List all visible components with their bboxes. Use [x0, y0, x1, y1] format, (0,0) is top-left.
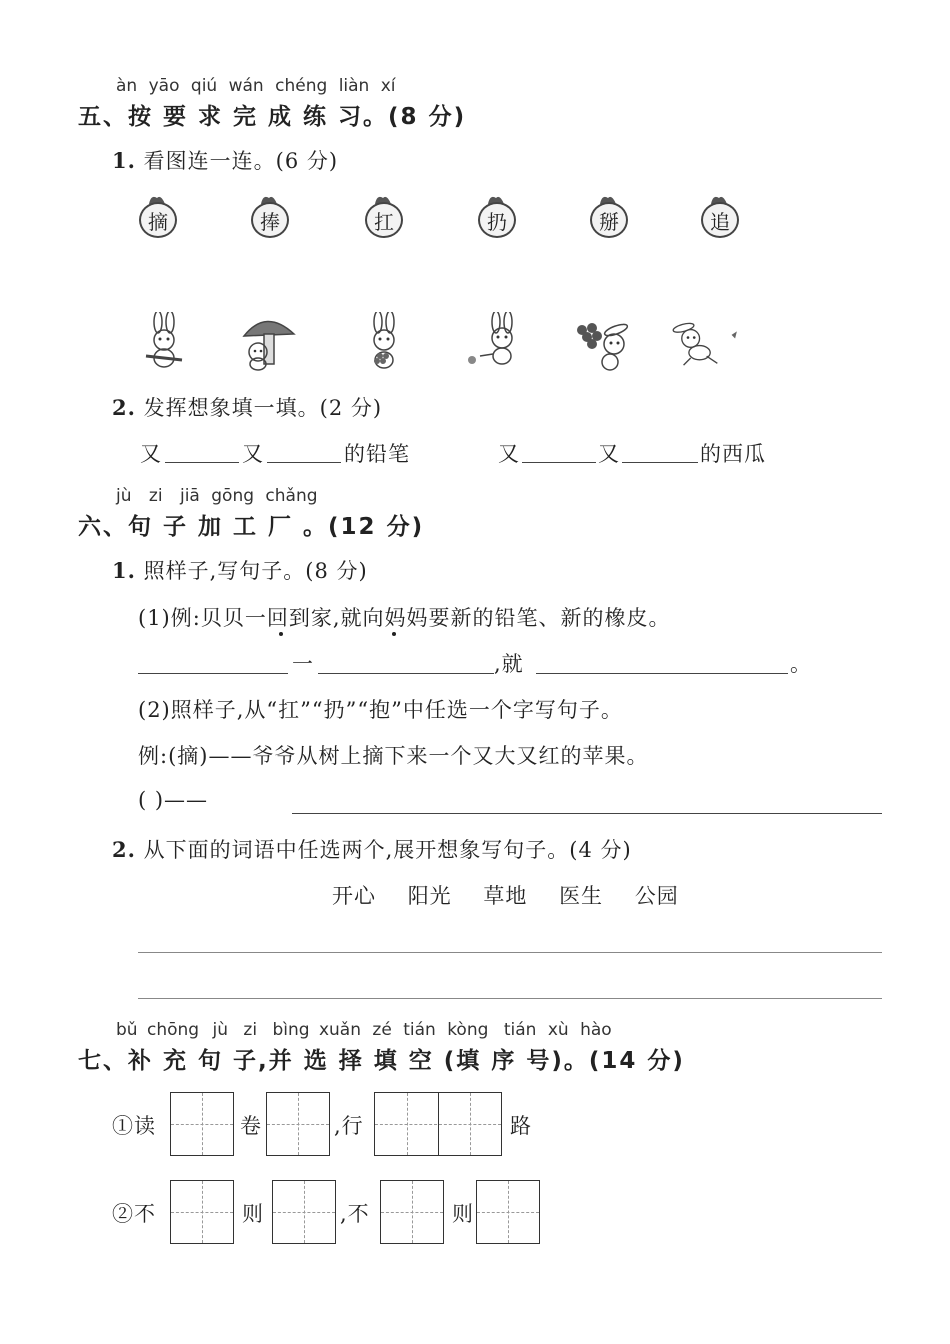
tianzige-box[interactable]: [272, 1180, 336, 1244]
row1-label: ①读: [112, 1114, 156, 1138]
row2-char-ze: 则: [242, 1202, 264, 1226]
period: 。: [790, 652, 812, 676]
pinyin-syllable: chōng: [146, 1020, 200, 1040]
question-number: 1.: [112, 148, 136, 173]
pinyin-syllable: jù: [116, 486, 132, 506]
pinyin-syllable: kòng: [447, 1020, 489, 1040]
pinyin-syllable: xuǎn: [318, 1020, 361, 1040]
pinyin-syllable: liàn: [338, 76, 370, 96]
carrot-char: 掰: [590, 202, 628, 238]
fill-blank[interactable]: [267, 462, 341, 463]
pinyin-syllable: tián: [503, 1020, 537, 1040]
sec5-q1: [112, 145, 338, 175]
pinyin-syllable: qiú: [190, 76, 218, 96]
emphasis-dot: [392, 632, 396, 636]
tianzige-box[interactable]: [380, 1180, 444, 1244]
example-sentence: 例:(摘)——爷爷从树上摘下来一个又大又红的苹果。: [138, 744, 649, 768]
carrot-card[interactable]: [701, 194, 741, 240]
pattern-jiu: ,就: [494, 652, 524, 676]
question-text: 照样子,写句子。(8 分): [143, 559, 368, 583]
question-number: 2.: [112, 395, 136, 420]
pinyin-syllable: jiā: [179, 486, 200, 506]
row2-char-bu: ,不: [340, 1202, 370, 1226]
row2-label: ②不: [112, 1202, 156, 1226]
question-number: 1.: [112, 558, 136, 583]
carrot-card[interactable]: [590, 194, 630, 240]
carrot-card[interactable]: [478, 194, 518, 240]
question-number: 2.: [112, 837, 136, 862]
fill-tail-pencil: 的铅笔: [344, 442, 410, 466]
sec6-title: 六、句 子 加 工 厂 。(12 分): [78, 514, 425, 540]
pinyin-syllable: zé: [372, 1020, 392, 1040]
sec6-q1: [112, 555, 368, 585]
carrot-card[interactable]: [365, 194, 405, 240]
rabbit-mushroom-icon[interactable]: [236, 312, 316, 372]
answer-blank[interactable]: [318, 673, 494, 674]
row1-char-xing: ,行: [334, 1114, 364, 1138]
carrot-char: 追: [701, 202, 739, 238]
sec5-q2: [112, 392, 382, 422]
carrot-char: 扔: [478, 202, 516, 238]
word-bank: [332, 880, 679, 910]
fill-blank[interactable]: [165, 462, 239, 463]
writing-line[interactable]: [138, 998, 882, 999]
tianzige-box[interactable]: [170, 1180, 234, 1244]
fill-you-4: 又: [598, 442, 620, 466]
carrot-card[interactable]: [251, 194, 291, 240]
pinyin-syllable: zi: [243, 1020, 258, 1040]
example-sentence: (1)例:贝贝一回到家,就向妈妈要新的铅笔、新的橡皮。: [138, 606, 671, 630]
row1-char-juan: 卷: [240, 1114, 262, 1138]
pinyin-syllable: àn: [116, 76, 138, 96]
answer-blank[interactable]: [536, 673, 788, 674]
tianzige-box[interactable]: [266, 1092, 330, 1156]
emphasis-dot: [279, 632, 283, 636]
rabbit-running-icon[interactable]: [664, 312, 744, 372]
pinyin-syllable: wán: [228, 76, 264, 96]
pinyin-syllable: bìng: [272, 1020, 310, 1040]
sec7-pinyin: [116, 1020, 612, 1040]
fill-blank[interactable]: [622, 462, 698, 463]
word-item: 开心: [332, 884, 376, 908]
pattern-yi: 一: [292, 652, 314, 676]
answer-blank[interactable]: [292, 813, 882, 814]
pinyin-syllable: xí: [380, 76, 396, 96]
carrot-char: 捧: [251, 202, 289, 238]
question-text: 发挥想象填一填。(2 分): [143, 396, 383, 420]
sec6-pinyin: [116, 486, 318, 506]
pinyin-syllable: xù: [547, 1020, 569, 1040]
word-item: 草地: [483, 884, 528, 908]
answer-blank[interactable]: [138, 673, 288, 674]
rabbit-grapes-carry-icon[interactable]: [570, 312, 650, 372]
pinyin-syllable: gōng: [211, 486, 255, 506]
tianzige-box[interactable]: [170, 1092, 234, 1156]
tianzige-double-box[interactable]: [374, 1092, 502, 1156]
fill-you-2: 又: [242, 442, 264, 466]
question-text: 看图连一连。(6 分): [143, 149, 339, 173]
pinyin-syllable: chéng: [275, 76, 328, 96]
pinyin-syllable: jù: [212, 1020, 228, 1040]
fill-you-3: 又: [498, 442, 520, 466]
pinyin-syllable: yāo: [148, 76, 180, 96]
sec6-q2: [112, 834, 632, 864]
rabbit-throwing-icon[interactable]: [462, 312, 542, 372]
word-item: 医生: [559, 884, 604, 908]
tianzige-box[interactable]: [476, 1180, 540, 1244]
pinyin-syllable: hào: [580, 1020, 612, 1040]
fill-blank[interactable]: [522, 462, 596, 463]
fill-tail-watermelon: 的西瓜: [700, 442, 766, 466]
sec7-title: 七、补 充 句 子,并 选 择 填 空 (填 序 号)。(14 分): [78, 1048, 685, 1074]
fill-you-1: 又: [140, 442, 162, 466]
pinyin-syllable: bǔ: [116, 1020, 138, 1040]
question-text: 从下面的词语中任选两个,展开想象写句子。(4 分): [143, 838, 632, 862]
rabbit-grapes-icon[interactable]: [350, 312, 430, 372]
word-item: 阳光: [407, 884, 452, 908]
row1-char-lu: 路: [510, 1114, 532, 1138]
carrot-card[interactable]: [139, 194, 179, 240]
sec5-title: 五、按 要 求 完 成 练 习。(8 分): [78, 104, 467, 130]
writing-line[interactable]: [138, 952, 882, 953]
carrot-char: 扛: [365, 202, 403, 238]
answer-prefix[interactable]: ( )——: [138, 788, 209, 812]
row2-char-ze2: 则: [452, 1202, 474, 1226]
carrot-char: 摘: [139, 202, 177, 238]
pinyin-syllable: zi: [148, 486, 163, 506]
rabbit-carrot-icon[interactable]: [128, 312, 208, 372]
pinyin-syllable: chǎng: [265, 486, 318, 506]
sec5-pinyin: [116, 76, 396, 96]
instruction-text: (2)照样子,从“扛”“扔”“抱”中任选一个字写句子。: [138, 698, 623, 722]
word-item: 公园: [634, 884, 679, 908]
pinyin-syllable: tián: [403, 1020, 436, 1040]
